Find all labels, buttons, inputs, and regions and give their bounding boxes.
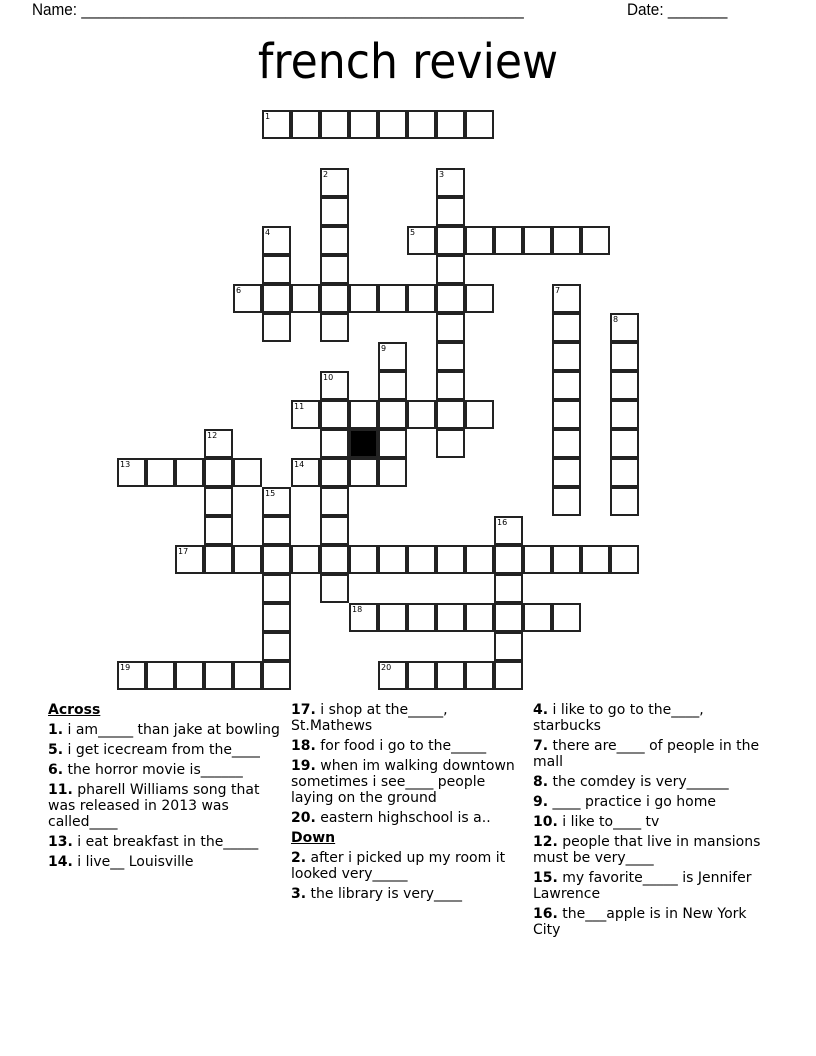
grid-cell[interactable] <box>262 603 291 632</box>
grid-cell[interactable] <box>465 603 494 632</box>
grid-cell[interactable] <box>610 429 639 458</box>
grid-cell[interactable] <box>494 661 523 690</box>
grid-cell[interactable] <box>291 458 320 487</box>
grid-cell[interactable] <box>320 545 349 574</box>
clue-text: i shop at the_____, St.Mathews <box>291 702 448 734</box>
clue-number: 10. <box>533 814 558 830</box>
grid-cell[interactable] <box>175 545 204 574</box>
grid-cell[interactable] <box>465 661 494 690</box>
grid-cell[interactable] <box>175 661 204 690</box>
cell-number: 8 <box>613 315 619 324</box>
grid-cell[interactable] <box>610 458 639 487</box>
grid-cell[interactable] <box>407 603 436 632</box>
grid-cell[interactable] <box>552 545 581 574</box>
grid-cell[interactable] <box>610 342 639 371</box>
clue-text: my favorite_____ is Jennifer Lawrence <box>533 870 752 902</box>
clue-number: 5. <box>48 742 64 758</box>
clue-text: people that live in mansions must be very____ <box>533 834 761 866</box>
across-clue <box>48 722 284 738</box>
grid-cell[interactable] <box>378 458 407 487</box>
clue-text: pharell Williams song that was released in 2013 was called____ <box>48 782 260 830</box>
down-clue <box>291 886 527 902</box>
grid-cell[interactable] <box>262 110 291 139</box>
grid-cell[interactable] <box>291 284 320 313</box>
down-clue <box>533 814 769 830</box>
across-clue <box>48 742 284 758</box>
grid-cell[interactable] <box>262 226 291 255</box>
clue-text: i live__ Louisville <box>77 854 194 870</box>
grid-cell[interactable] <box>581 545 610 574</box>
grid-cell[interactable] <box>233 661 262 690</box>
across-clue <box>48 854 284 870</box>
across-clue <box>48 782 284 830</box>
grid-cell[interactable] <box>436 661 465 690</box>
grid-cell[interactable] <box>610 313 639 342</box>
grid-cell[interactable] <box>552 458 581 487</box>
cell-number: 7 <box>555 286 561 295</box>
clue-text: when im walking downtown sometimes i see____ people laying on the ground <box>291 758 515 806</box>
clue-number: 8. <box>533 774 549 790</box>
cell-number: 15 <box>265 489 276 498</box>
clue-text: there are____ of people in the mall <box>533 738 760 770</box>
across-clue <box>48 762 284 778</box>
down-clue <box>533 738 769 770</box>
grid-cell[interactable] <box>320 400 349 429</box>
cell-number: 19 <box>120 663 131 672</box>
grid-cell[interactable] <box>465 545 494 574</box>
grid-cell[interactable] <box>320 516 349 545</box>
grid-cell[interactable] <box>291 110 320 139</box>
cell-number: 17 <box>178 547 189 556</box>
down-clue <box>533 834 769 866</box>
black-cell <box>349 429 378 458</box>
cell-number: 1 <box>265 112 271 121</box>
clue-number: 17. <box>291 702 316 718</box>
cell-number: 10 <box>323 373 334 382</box>
name-field-label: Name: ____________________________________________________ <box>32 0 524 19</box>
grid-cell[interactable] <box>436 342 465 371</box>
grid-cell[interactable] <box>523 545 552 574</box>
grid-cell[interactable] <box>407 226 436 255</box>
grid-cell[interactable] <box>378 603 407 632</box>
grid-cell[interactable] <box>262 255 291 284</box>
cell-number: 3 <box>439 170 445 179</box>
grid-cell[interactable] <box>378 661 407 690</box>
grid-cell[interactable] <box>436 168 465 197</box>
grid-cell[interactable] <box>378 429 407 458</box>
grid-cell[interactable] <box>494 545 523 574</box>
grid-cell[interactable] <box>494 516 523 545</box>
clue-number: 4. <box>533 702 549 718</box>
clues-column-2 <box>291 702 527 906</box>
grid-cell[interactable] <box>349 603 378 632</box>
grid-cell[interactable] <box>320 458 349 487</box>
clues-column-3 <box>533 702 769 942</box>
cell-number: 20 <box>381 663 392 672</box>
grid-cell[interactable] <box>436 429 465 458</box>
grid-cell[interactable] <box>610 400 639 429</box>
clue-text: i get icecream from the____ <box>67 742 260 758</box>
grid-cell[interactable] <box>436 255 465 284</box>
grid-cell[interactable] <box>407 661 436 690</box>
grid-cell[interactable] <box>146 661 175 690</box>
down-clue <box>533 906 769 938</box>
grid-cell[interactable] <box>465 400 494 429</box>
cell-number: 13 <box>120 460 131 469</box>
grid-cell[interactable] <box>494 632 523 661</box>
grid-cell[interactable] <box>320 226 349 255</box>
grid-cell[interactable] <box>262 632 291 661</box>
clue-text: the___apple is in New York City <box>533 906 747 938</box>
down-clue <box>533 794 769 810</box>
date-field-label: Date: _______ <box>627 0 728 19</box>
cell-number: 2 <box>323 170 329 179</box>
grid-cell[interactable] <box>523 226 552 255</box>
grid-cell[interactable] <box>407 545 436 574</box>
clue-number: 20. <box>291 810 316 826</box>
grid-cell[interactable] <box>407 110 436 139</box>
clue-text: eastern highschool is a.. <box>320 810 491 826</box>
clue-number: 6. <box>48 762 64 778</box>
clue-number: 12. <box>533 834 558 850</box>
grid-cell[interactable] <box>233 284 262 313</box>
clue-number: 11. <box>48 782 73 798</box>
clue-number: 9. <box>533 794 549 810</box>
grid-cell[interactable] <box>320 429 349 458</box>
grid-cell[interactable] <box>436 313 465 342</box>
clue-number: 3. <box>291 886 307 902</box>
clue-number: 18. <box>291 738 316 754</box>
clue-number: 2. <box>291 850 307 866</box>
grid-cell[interactable] <box>320 313 349 342</box>
page-title: french review <box>257 34 559 90</box>
grid-cell[interactable] <box>262 516 291 545</box>
clue-text: ____ practice i go home <box>552 794 716 810</box>
clue-text: the comdey is very______ <box>552 774 729 790</box>
grid-cell[interactable] <box>552 487 581 516</box>
grid-cell[interactable] <box>610 487 639 516</box>
cell-number: 5 <box>410 228 416 237</box>
grid-cell[interactable] <box>262 313 291 342</box>
cell-number: 4 <box>265 228 271 237</box>
grid-cell[interactable] <box>436 400 465 429</box>
grid-cell[interactable] <box>175 458 204 487</box>
grid-cell[interactable] <box>320 168 349 197</box>
clue-text: the library is very____ <box>310 886 463 902</box>
grid-cell[interactable] <box>291 400 320 429</box>
grid-cell[interactable] <box>407 400 436 429</box>
clue-number: 14. <box>48 854 73 870</box>
down-clue <box>533 870 769 902</box>
grid-cell[interactable] <box>436 226 465 255</box>
grid-cell[interactable] <box>581 226 610 255</box>
grid-cell[interactable] <box>552 342 581 371</box>
grid-cell[interactable] <box>436 545 465 574</box>
cell-number: 16 <box>497 518 508 527</box>
clue-text: i like to go to the____, starbucks <box>533 702 704 734</box>
down-clue <box>291 850 527 882</box>
clue-text: i am_____ than jake at bowling <box>67 722 280 738</box>
grid-cell[interactable] <box>494 574 523 603</box>
clue-text: for food i go to the_____ <box>320 738 487 754</box>
grid-cell[interactable] <box>436 603 465 632</box>
clue-text: after i picked up my room it looked very_____ <box>291 850 506 882</box>
grid-cell[interactable] <box>204 516 233 545</box>
grid-cell[interactable] <box>204 487 233 516</box>
grid-cell[interactable] <box>552 313 581 342</box>
clue-text: the horror movie is______ <box>67 762 243 778</box>
down-clue <box>533 774 769 790</box>
clue-number: 1. <box>48 722 64 738</box>
cell-number: 14 <box>294 460 305 469</box>
grid-cell[interactable] <box>233 545 262 574</box>
grid-cell[interactable] <box>320 487 349 516</box>
grid-cell[interactable] <box>610 545 639 574</box>
grid-cell[interactable] <box>407 284 436 313</box>
grid-cell[interactable] <box>204 545 233 574</box>
grid-cell[interactable] <box>349 284 378 313</box>
grid-cell[interactable] <box>204 661 233 690</box>
grid-cell[interactable] <box>552 284 581 313</box>
grid-cell[interactable] <box>552 226 581 255</box>
grid-cell[interactable] <box>436 197 465 226</box>
grid-cell[interactable] <box>349 458 378 487</box>
grid-cell[interactable] <box>204 429 233 458</box>
cell-number: 12 <box>207 431 218 440</box>
cell-number: 6 <box>236 286 242 295</box>
grid-cell[interactable] <box>117 661 146 690</box>
grid-cell[interactable] <box>436 371 465 400</box>
grid-cell[interactable] <box>349 545 378 574</box>
cell-number: 9 <box>381 344 387 353</box>
across-clue <box>291 738 527 754</box>
grid-cell[interactable] <box>117 458 146 487</box>
grid-cell[interactable] <box>465 226 494 255</box>
grid-cell[interactable] <box>320 197 349 226</box>
clue-text: i like to____ tv <box>562 814 660 830</box>
clues-column-1 <box>48 702 284 874</box>
grid-cell[interactable] <box>320 284 349 313</box>
grid-cell[interactable] <box>552 371 581 400</box>
across-clue <box>48 834 284 850</box>
across-heading: Across <box>48 702 101 718</box>
grid-cell[interactable] <box>523 603 552 632</box>
cell-number: 11 <box>294 402 305 411</box>
across-clue <box>291 810 527 826</box>
down-heading: Down <box>291 830 336 846</box>
grid-cell[interactable] <box>204 458 233 487</box>
clue-text: i eat breakfast in the_____ <box>77 834 259 850</box>
grid-cell[interactable] <box>494 226 523 255</box>
grid-cell[interactable] <box>320 255 349 284</box>
grid-cell[interactable] <box>378 400 407 429</box>
across-clue <box>291 758 527 806</box>
grid-cell[interactable] <box>146 458 175 487</box>
grid-cell[interactable] <box>349 400 378 429</box>
clue-number: 7. <box>533 738 549 754</box>
grid-cell[interactable] <box>262 574 291 603</box>
grid-cell[interactable] <box>291 545 320 574</box>
cell-number: 18 <box>352 605 363 614</box>
grid-cell[interactable] <box>465 284 494 313</box>
grid-cell[interactable] <box>378 284 407 313</box>
grid-cell[interactable] <box>465 110 494 139</box>
grid-cell[interactable] <box>378 545 407 574</box>
grid-cell[interactable] <box>378 110 407 139</box>
grid-cell[interactable] <box>610 371 639 400</box>
clue-number: 13. <box>48 834 73 850</box>
grid-cell[interactable] <box>320 371 349 400</box>
grid-cell[interactable] <box>436 110 465 139</box>
grid-cell[interactable] <box>349 110 378 139</box>
grid-cell[interactable] <box>378 342 407 371</box>
clue-number: 15. <box>533 870 558 886</box>
grid-cell[interactable] <box>494 603 523 632</box>
grid-cell[interactable] <box>552 603 581 632</box>
grid-cell[interactable] <box>552 429 581 458</box>
clue-number: 16. <box>533 906 558 922</box>
grid-cell[interactable] <box>262 487 291 516</box>
grid-cell[interactable] <box>233 458 262 487</box>
grid-cell[interactable] <box>436 284 465 313</box>
clue-number: 19. <box>291 758 316 774</box>
grid-cell[interactable] <box>262 545 291 574</box>
grid-cell[interactable] <box>320 574 349 603</box>
grid-cell[interactable] <box>320 110 349 139</box>
across-clue <box>291 702 527 734</box>
grid-cell[interactable] <box>262 661 291 690</box>
grid-cell[interactable] <box>262 284 291 313</box>
grid-cell[interactable] <box>552 400 581 429</box>
down-clue <box>533 702 769 734</box>
grid-cell[interactable] <box>378 371 407 400</box>
